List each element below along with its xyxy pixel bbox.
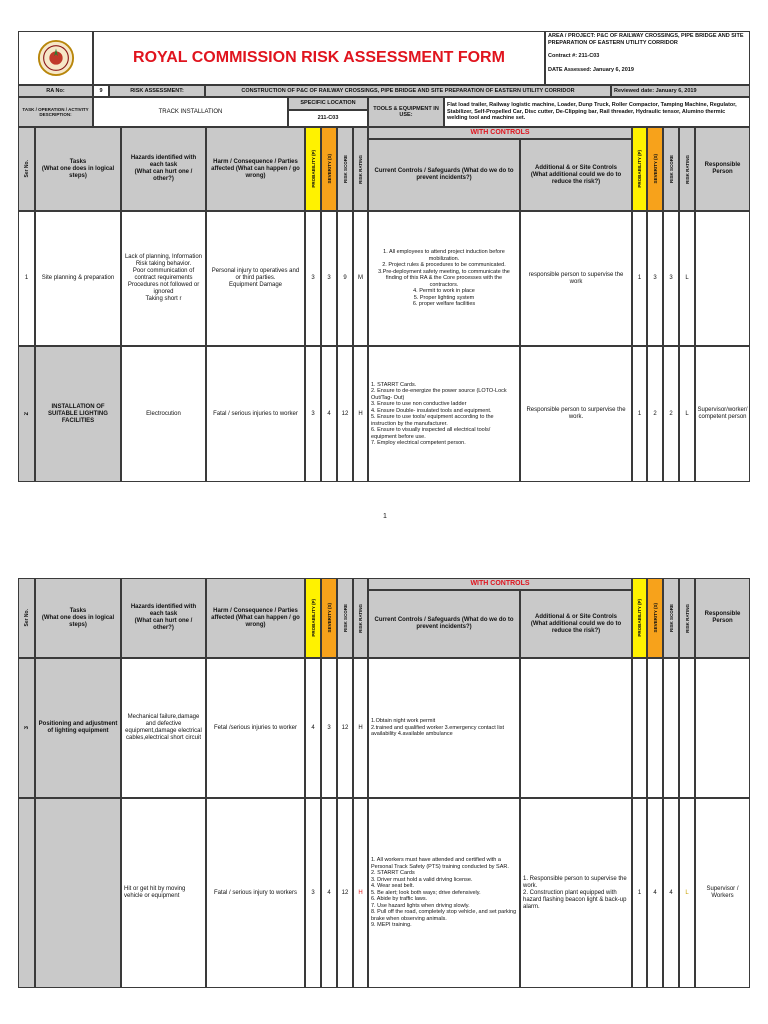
severity-cell: 3 <box>321 658 337 798</box>
severity-cell: 4 <box>321 346 337 482</box>
risk-rating2-header: RISK RATING <box>679 127 695 211</box>
hazards-cell: Lack of planning, Information Risk taking behavior. Poor communication of contract requirements Procedures not followed or ignored Taking short r <box>121 211 206 346</box>
form-title: ROYAL COMMISSION RISK ASSESSMENT FORM <box>133 49 505 66</box>
additional-controls-header: Additional & or Site Controls (What additional could we do to reduce the risk?) <box>520 139 632 211</box>
severity2-cell: 2 <box>647 346 663 482</box>
ra-no-label: RA No: <box>18 85 93 97</box>
responsible-cell: Supervisor/worker/ competent person <box>695 346 750 482</box>
tasks-header: Tasks (What one does in logical steps) <box>35 127 121 211</box>
table-row <box>18 346 750 482</box>
harm-cell: Personal injury to operatives and or third parties. Equipment Damage <box>206 211 305 346</box>
task-value: TRACK INSTALLATION <box>93 97 288 127</box>
risk-score2-cell: 2 <box>663 346 679 482</box>
tools-label: TOOLS & EQUIPMENT IN USE: <box>368 97 444 127</box>
date-assessed: DATE Assessed: January 6, 2019 <box>548 66 634 73</box>
probability-header: PROBABILITY (P) <box>305 127 321 211</box>
harm-cell: Fatal / serious injuries to worker <box>206 346 305 482</box>
additional-controls-cell <box>520 658 632 798</box>
risk-rating-cell: M <box>353 211 368 346</box>
risk-score2-header: RISK SCORE <box>663 127 679 211</box>
severity-header: SEVERITY (S) <box>321 578 337 658</box>
risk-rating2-header: RISK RATING <box>679 578 695 658</box>
risk-score-cell: 12 <box>337 658 353 798</box>
probability2-cell <box>632 658 647 798</box>
project-info-cell <box>545 31 750 85</box>
with-controls-header: WITH CONTROLS <box>368 578 632 590</box>
table-row <box>18 658 750 798</box>
logo-cell <box>18 31 93 85</box>
current-controls-header: Current Controls / Safeguards (What do we do to prevent incidents?) <box>368 590 520 658</box>
ser-no-header: Ser No. <box>18 578 35 658</box>
ser-no: 1 <box>18 211 35 346</box>
ser-no-header: Ser No. <box>18 127 35 211</box>
specific-location-value: 211-C03 <box>288 110 368 127</box>
current-controls-cell: 1. All employees to attend project induction before mobilization. 2. Project rules & procedures to be communicated. 3.Pre-deployment safety meeting, to communicate the finding of this RA & the Core processes with the contractors. 4. Permit to work in place 5. Proper lighting system 6. proper welfare facilities <box>368 211 520 346</box>
responsible-header: Responsible Person <box>695 578 750 658</box>
risk-rating2-cell: L <box>679 211 695 346</box>
hazards-cell: Mechanical failure,damage and defective equipment,damage electrical cables,electrical short circuit <box>121 658 206 798</box>
risk-rating2-cell: L <box>679 346 695 482</box>
harm-header: Harm / Consequence / Parties affected (What can happen / go wrong) <box>206 578 305 658</box>
risk-rating-header: RISK RATING <box>353 127 368 211</box>
with-controls-header: WITH CONTROLS <box>368 127 632 139</box>
ser-no <box>18 798 35 988</box>
task-cell: Site planning & preparation <box>35 211 121 346</box>
probability-cell: 3 <box>305 346 321 482</box>
responsible-header: Responsible Person <box>695 127 750 211</box>
additional-controls-cell: responsible person to supervise the work <box>520 211 632 346</box>
hazards-cell: Hit or get hit by moving vehicle or equipment <box>121 798 206 988</box>
risk-rating-cell: H <box>353 346 368 482</box>
risk-score2-cell: 4 <box>663 798 679 988</box>
probability-cell: 4 <box>305 658 321 798</box>
probability2-cell: 1 <box>632 211 647 346</box>
responsible-cell <box>695 211 750 346</box>
risk-score-header: RISK SCORE <box>337 127 353 211</box>
probability2-cell: 1 <box>632 346 647 482</box>
risk-score-header: RISK SCORE <box>337 578 353 658</box>
probability-cell: 3 <box>305 211 321 346</box>
risk-rating-cell: H <box>353 798 368 988</box>
risk-score2-cell: 3 <box>663 211 679 346</box>
area-project: AREA / PROJECT: P&C OF RAILWAY CROSSINGS, PIPE BRIDGE AND SITE PREPARATION OF EASTERN UTILITY CORRIDOR <box>548 33 744 46</box>
ser-no: 2 <box>18 346 35 482</box>
risk-assessment-label: RISK ASSESSMENT: <box>109 85 205 97</box>
probability2-cell: 1 <box>632 798 647 988</box>
responsible-cell <box>695 658 750 798</box>
table-row <box>18 211 750 346</box>
page-2 <box>18 578 750 988</box>
ser-no: 3 <box>18 658 35 798</box>
ra-no-value: 9 <box>93 85 109 97</box>
harm-cell: Fetal /serious injuries to worker <box>206 658 305 798</box>
risk-rating2-cell: L <box>679 798 695 988</box>
task-cell <box>35 798 121 988</box>
risk-score2-cell <box>663 658 679 798</box>
risk-assessment-value: CONSTRUCTION OF P&C OF RAILWAY CROSSINGS, PIPE BRIDGE AND SITE PREPARATION OF EASTERN UTILITY CORRIDOR <box>205 85 611 97</box>
severity-cell: 3 <box>321 211 337 346</box>
hazards-header: Hazards identified with each task (What can hurt one / other?) <box>121 127 206 211</box>
risk-rating2-cell <box>679 658 695 798</box>
contract-number: Contract #: 211-C03 <box>548 53 600 59</box>
risk-score-cell: 9 <box>337 211 353 346</box>
hazards-header: Hazards identified with each task (What can hurt one / other?) <box>121 578 206 658</box>
page-1 <box>18 31 750 482</box>
severity2-cell: 4 <box>647 798 663 988</box>
risk-rating-header: RISK RATING <box>353 578 368 658</box>
harm-header: Harm / Consequence / Parties affected (What can happen / go wrong) <box>206 127 305 211</box>
probability-cell: 3 <box>305 798 321 988</box>
title-cell <box>93 31 545 85</box>
probability2-header: PROBABILITY (P) <box>632 127 647 211</box>
severity2-cell <box>647 658 663 798</box>
severity2-header: SEVERITY (S) <box>647 127 663 211</box>
current-controls-cell: 1. All workers must have attended and certified with a Personal Track Safety (PTS) training conducted by SAR. 2. STARRT Cards 3. Driver must hold a valid driving license. 4. Wear seat belt. 5. Be alert; look both ways; drive defensively. 6. Abide by traffic laws. 7. Use hazard lights when driving slowly. 8. Pull off the road, completely stop vehicle, and set parking brake when observing animals. 9. MEPI training. <box>368 798 520 988</box>
additional-controls-cell: Responsible person to surpervise the work. <box>520 346 632 482</box>
task-label: TASK / OPERATION / ACTIVITY DESCRIPTION: <box>18 97 93 127</box>
additional-controls-cell: 1. Responsible person to supervise the work. 2. Construction plant equipped with hazard flashing beacon light & back-up alarm. <box>520 798 632 988</box>
severity-header: SEVERITY (S) <box>321 127 337 211</box>
severity2-cell: 3 <box>647 211 663 346</box>
tasks-header: Tasks (What one does in logical steps) <box>35 578 121 658</box>
hazards-cell: Electrocution <box>121 346 206 482</box>
tools-value: Flat load trailer, Railway logistic machine, Loader, Dunp Truck, Roller Compactor, Tamping Machine, Regulator, Stabilizer, Self-Propelled Car, Disc cutter, De-Clipping bar, Rail threader, Hydraulic tensor, Alumino thermic welding tool and machine set. <box>444 97 750 127</box>
harm-cell: Fatal / serious injury to workers <box>206 798 305 988</box>
task-cell: INSTALLATION OF SUITABLE LIGHTING FACILITIES <box>35 346 121 482</box>
specific-location-label: SPECIFIC LOCATION <box>288 97 368 110</box>
probability2-header: PROBABILITY (P) <box>632 578 647 658</box>
current-controls-header: Current Controls / Safeguards (What do we do to prevent incidents?) <box>368 139 520 211</box>
severity-cell: 4 <box>321 798 337 988</box>
probability-header: PROBABILITY (P) <box>305 578 321 658</box>
risk-score-cell: 12 <box>337 798 353 988</box>
risk-score2-header: RISK SCORE <box>663 578 679 658</box>
responsible-cell: Supervisor / Workers <box>695 798 750 988</box>
risk-rating-cell: H <box>353 658 368 798</box>
additional-controls-header: Additional & or Site Controls (What additional could we do to reduce the risk?) <box>520 590 632 658</box>
royal-commission-logo-icon <box>37 39 75 77</box>
table-row <box>18 798 750 988</box>
page-number: 1 <box>383 513 387 520</box>
task-cell: Positioning and adjustment of lighting equipment <box>35 658 121 798</box>
severity2-header: SEVERITY (S) <box>647 578 663 658</box>
current-controls-cell: 1. STARRT Cards. 2. Ensure to de-energize the power source (LOTO-Lock Out/Tag- Out) 3. Ensure to use non conductive ladder 4. Ensure Double- insulated tools and equipment. 5. Ensure to use tools/ equipment according to the instruction by the manufacturer. 6. Ensure to visually inspected all electrical tools/ equipment before use. 7. Employ electrical competent person. <box>368 346 520 482</box>
risk-score-cell: 12 <box>337 346 353 482</box>
reviewed-date: Reviewed date: January 6, 2019 <box>611 85 750 97</box>
current-controls-cell: 1.Obtain night work permit 2.trained and qualified worker 3.emergency contact list availability 4.available ambulance <box>368 658 520 798</box>
